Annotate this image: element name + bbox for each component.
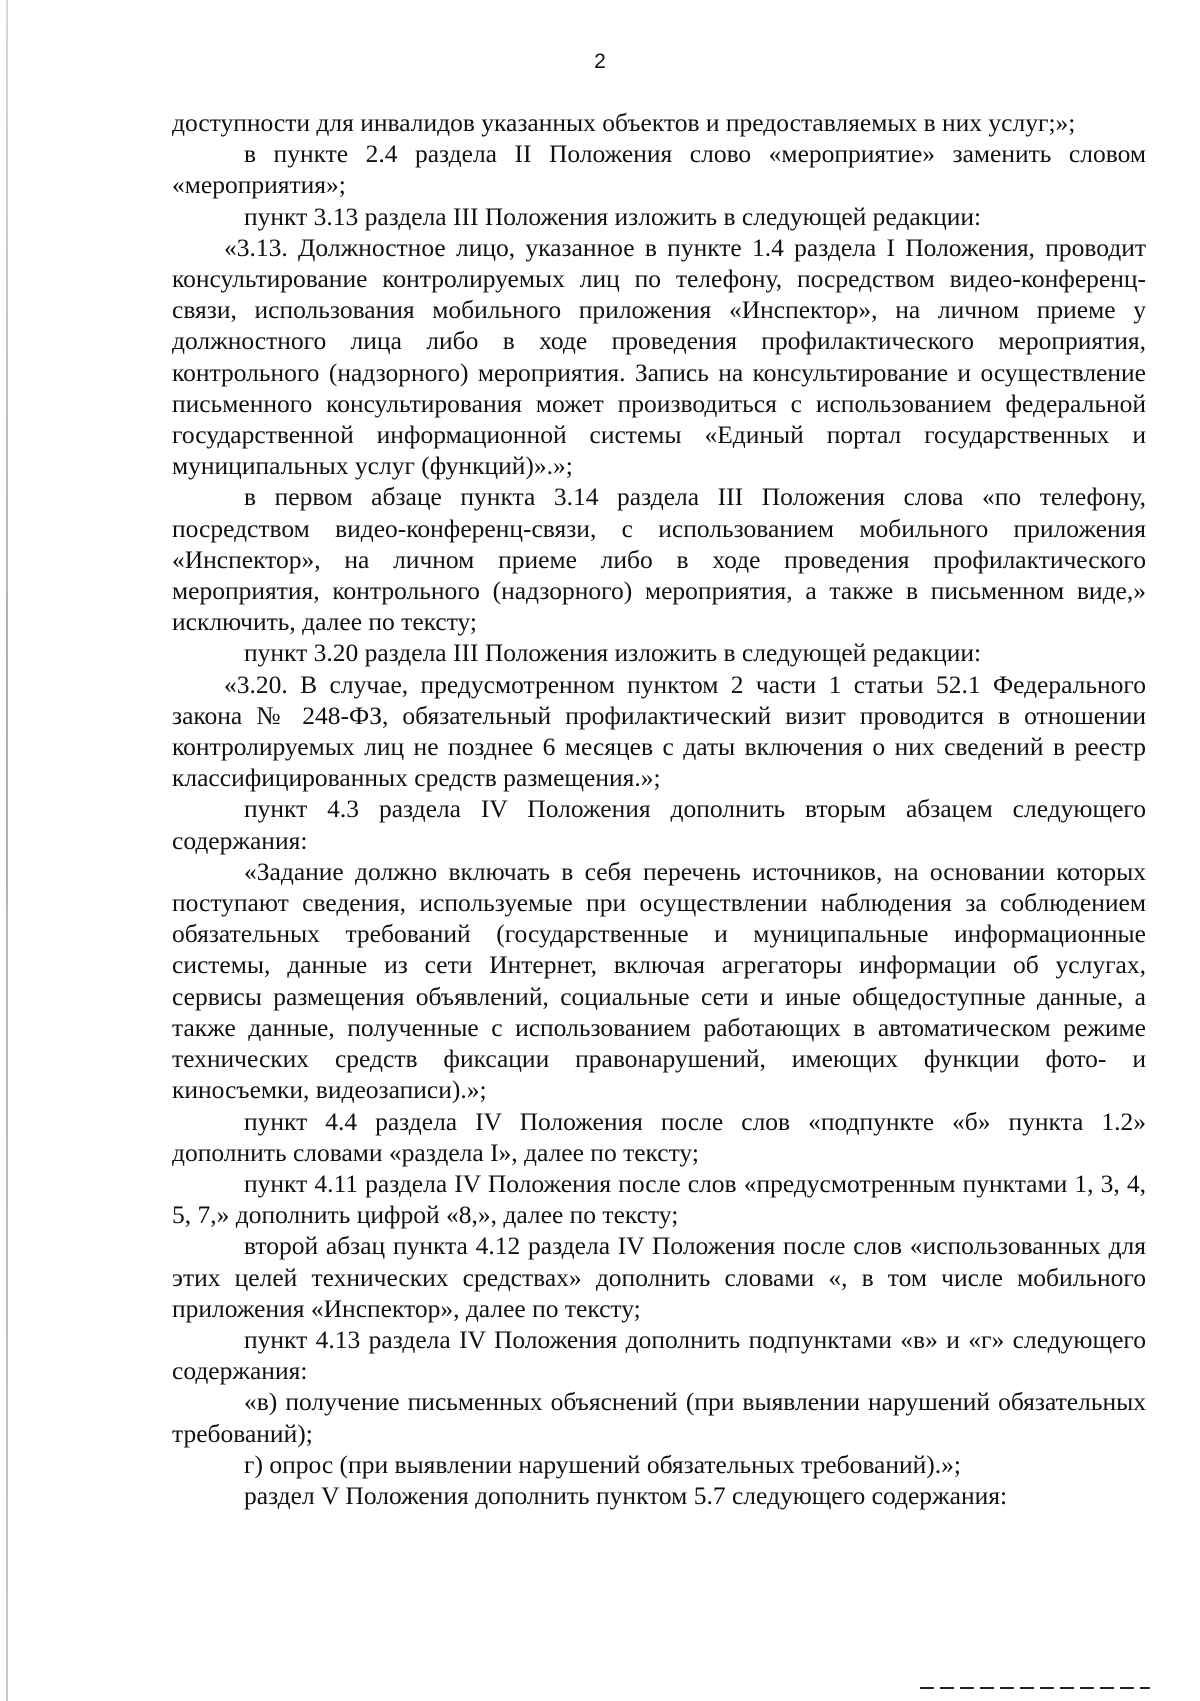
paragraph-amend-4-13: пункт 4.13 раздела IV Положения дополнить подпунктами «в» и «г» следующего содержания: — [172, 1324, 1146, 1386]
paragraph-quote-3-20: «3.20. В случае, предусмотренном пунктом 2 части 1 статьи 52.1 Федерального закона № 248-ФЗ, обязательный профилактический визит проводится в отношении контролируемых лиц не позднее 6 месяцев с даты включения о них сведений в реестр классифицированных средств размещения.»; — [172, 669, 1146, 793]
paragraph-amend-3-14: в первом абзаце пункта 3.14 раздела III Положения слова «по телефону, посредством видео-конференц-связи, с использованием мобильного приложения «Инспектор», на личном приеме либо в ходе проведения профилактического мероприятия, контрольного (надзорного) мероприятия, а также в письменном виде,» исключить, далее по тексту; — [172, 482, 1146, 637]
paragraph-quote-3-13: «3.13. Должностное лицо, указанное в пункте 1.4 раздела I Положения, проводит консультирование контролируемых лиц по телефону, посредством видео-конференц-связи, использования мобильного приложения «Инспектор», на личном приеме у должностного лица либо в ходе проведения профилактического мероприятия, контрольного (надзорного) мероприятия. Запись на консультирование и осуществление письменного консультирования может производиться с использованием федеральной государственной информационной системы «Единый портал государственных и муниципальных услуг (функций)».»; — [172, 232, 1146, 481]
paragraph-amend-3-20-intro: пункт 3.20 раздела III Положения изложить в следующей редакции: — [244, 638, 982, 668]
paragraph-amend-2-4: в пункте 2.4 раздела II Положения слово «мероприятие» заменить словом «мероприятия»; — [172, 139, 1146, 200]
scan-left-edge — [6, 0, 8, 1701]
scan-bottom-mark — [920, 1687, 1150, 1689]
paragraph-amend-4-11: пункт 4.11 раздела IV Положения после слов «предусмотренным пунктами 1, 3, 4, 5, 7,» дополнить цифрой «8,», далее по тексту; — [172, 1168, 1146, 1230]
paragraph-amend-section-v: раздел V Положения дополнить пунктом 5.7 следующего содержания: — [244, 1480, 1008, 1510]
paragraph-subitem-g: г) опрос (при выявлении нарушений обязательных требований).»; — [244, 1449, 962, 1479]
page-number: 2 — [594, 50, 606, 73]
paragraph-quote-task: «Задание должно включать в себя перечень источников, на основании которых поступают сведения, используемые при осуществлении наблюдения за соблюдением обязательных требований (государственные и муниципальные информационные системы, данные из сети Интернет, включая агрегаторы информации об услугах, сервисы размещения объявлений, социальные сети и иные общедоступные данные, а также данные, полученные с использованием работающих в автоматическом режиме технических средств фиксации правонарушений, имеющих функции фото- и киносъемки, видеозаписи).»; — [172, 856, 1146, 1105]
paragraph-amend-3-13-intro: пункт 3.13 раздела III Положения изложить в следующей редакции: — [244, 201, 982, 231]
document-body — [172, 107, 1146, 1511]
paragraph-subitem-v: «в) получение письменных объяснений (при выявлении нарушений обязательных требований); — [172, 1387, 1146, 1448]
paragraph-amend-4-4: пункт 4.4 раздела IV Положения после слов «подпункте «б» пункта 1.2» дополнить словами «раздела I», далее по тексту; — [172, 1106, 1146, 1167]
paragraph-amend-4-12: второй абзац пункта 4.12 раздела IV Положения после слов «использованных для этих целей технических средствах» дополнить словами «, в том числе мобильного приложения «Инспектор», далее по тексту; — [172, 1231, 1146, 1323]
paragraph-amend-4-3: пункт 4.3 раздела IV Положения дополнить вторым абзацем следующего содержания: — [172, 794, 1146, 855]
paragraph-continuation: доступности для инвалидов указанных объектов и предоставляемых в них услуг;»; — [172, 108, 1076, 137]
